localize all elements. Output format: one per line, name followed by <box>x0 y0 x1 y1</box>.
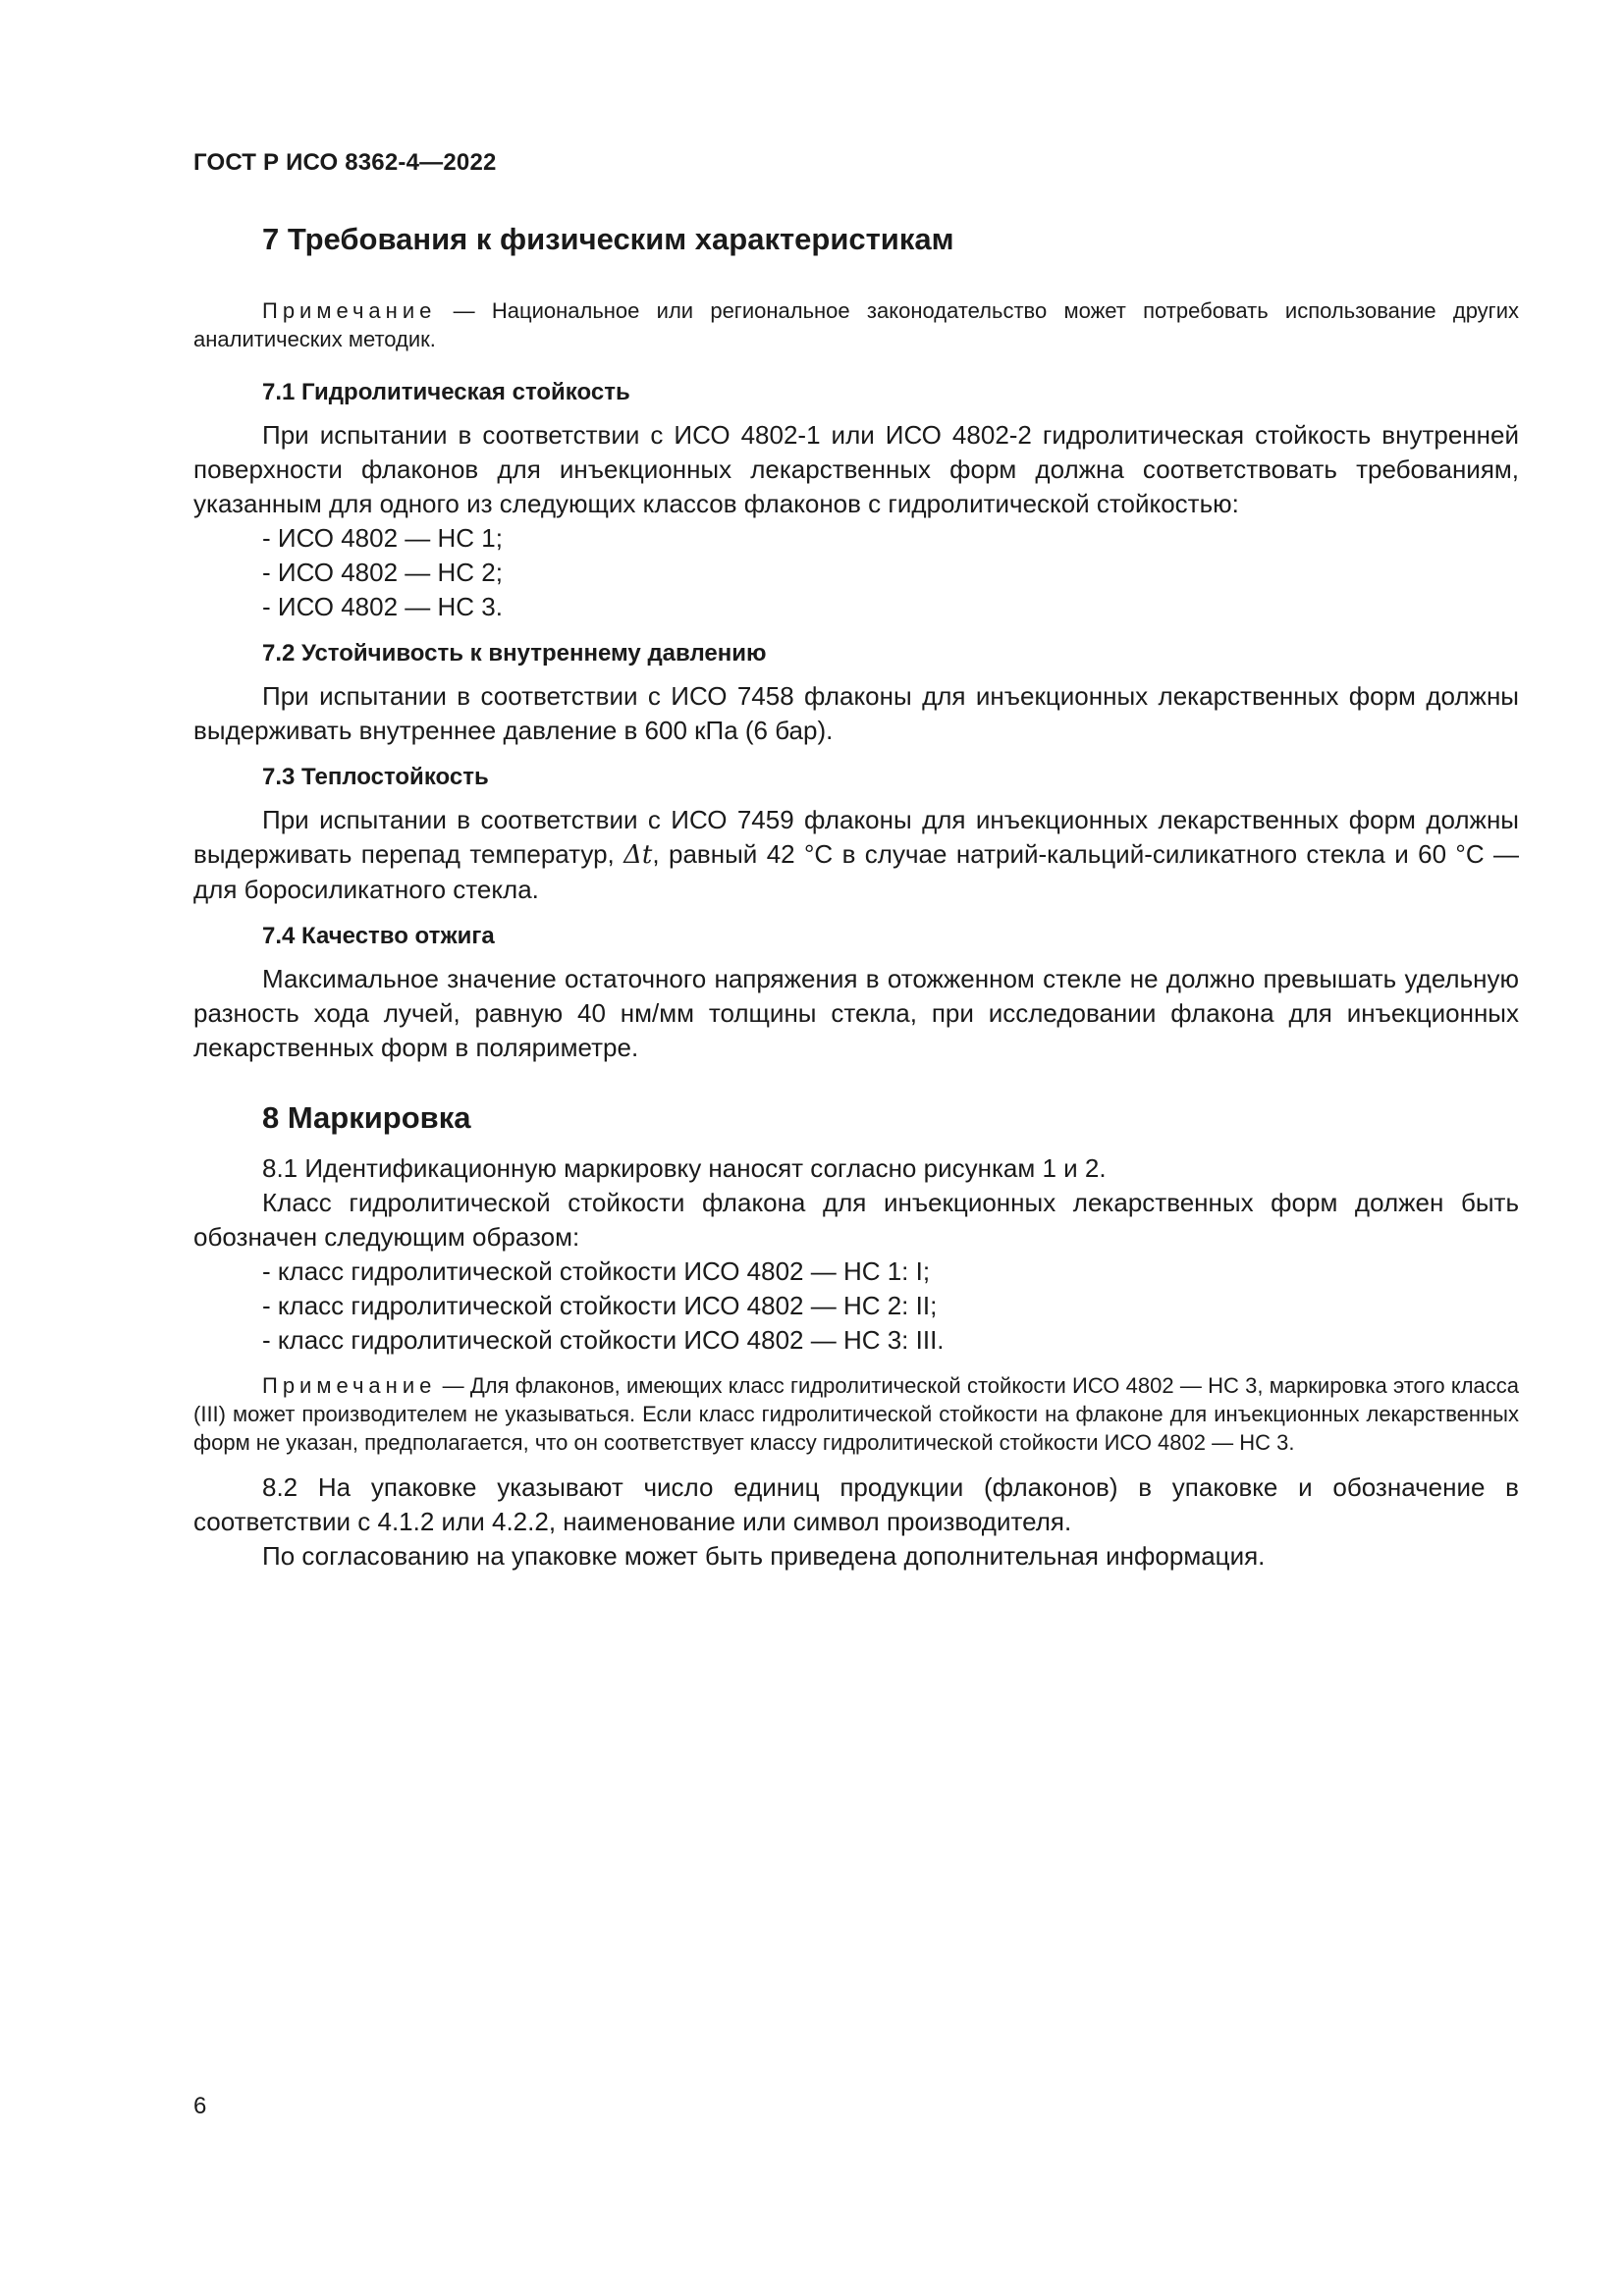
section-7-1-paragraph: При испытании в соответствии с ИСО 4802-1 или ИСО 4802-2 гидролитическая стойкость внутренней поверхности флаконов для инъекционных лекарственных форм должна соответствовать требованиям, указанным для одного из следующих классов флаконов с гидролитической стойкостью: <box>193 420 1519 518</box>
section-7-4-paragraph: Максимальное значение остаточного напряжения в отожженном стекле не должно превышать удельную разность хода лучей, равную 40 нм/мм толщины стекла, при исследовании флакона для инъекционных лекарственных форм в поляриметре. <box>193 964 1519 1062</box>
section-8-note <box>193 1371 1519 1457</box>
note-label: Примечание <box>262 1373 437 1398</box>
list-item: - ИСО 4802 — НС 1; <box>262 523 503 553</box>
section-8-2-paragraph: 8.2 На упаковке указывают число единиц продукции (флаконов) в упаковке и обозначение в соответствии с 4.1.2 или 4.2.2, наименование или символ производителя. <box>193 1472 1519 1536</box>
page-content <box>193 220 1519 1574</box>
list-item: - ИСО 4802 — НС 3. <box>262 592 503 621</box>
section-7-2-paragraph: При испытании в соответствии с ИСО 7458 флаконы для инъекционных лекарственных форм должны выдерживать внутреннее давление в 600 кПа (6 бар). <box>193 681 1519 745</box>
section-7-2-title: 7.2 Устойчивость к внутреннему давлению <box>262 640 767 667</box>
section-8-title: 8 Маркировка <box>262 1100 471 1135</box>
section-7-3-title: 7.3 Теплостойкость <box>262 764 489 790</box>
section-7-1-title: 7.1 Гидролитическая стойкость <box>262 379 630 405</box>
list-item: - класс гидролитической стойкости ИСО 4802 — НС 1: I; <box>262 1256 931 1286</box>
document-header: ГОСТ Р ИСО 8362-4—2022 <box>193 149 497 176</box>
section-7-title: 7 Требования к физическим характеристикам <box>262 222 954 256</box>
list-item: - класс гидролитической стойкости ИСО 4802 — НС 3: III. <box>262 1325 945 1355</box>
paragraph-text: При испытании в соответствии с ИСО 7459 флаконы для инъекционных лекарственных форм должны выдерживать перепад температур, <box>193 805 1519 869</box>
section-8-1-paragraph: 8.1 Идентификационную маркировку наносят согласно рисункам 1 и 2. <box>262 1153 1107 1183</box>
list-item: - класс гидролитической стойкости ИСО 4802 — НС 2: II; <box>262 1291 938 1320</box>
note-label: Примечание <box>262 298 437 323</box>
section-7-3-paragraph <box>193 803 1519 907</box>
section-7-note <box>193 296 1519 353</box>
section-7-4-title: 7.4 Качество отжига <box>262 923 495 949</box>
delta-symbol: Δt <box>623 840 653 870</box>
section-8-1-paragraph-2: Класс гидролитической стойкости флакона для инъекционных лекарственных форм должен быть обозначен следующим образом: <box>193 1188 1519 1252</box>
paragraph-text: , равный 42 °С в случае натрий-кальций-силикатного стекла и 60 °С — для боросиликатного стекла. <box>193 839 1519 904</box>
page-number: 6 <box>193 2093 207 2119</box>
note-text: — Для флаконов, имеющих класс гидролитической стойкости ИСО 4802 — НС 3, маркировка этого класса (III) может производителем не указываться. Если класс гидролитической стойкости на флаконе для инъекционных лекарственных форм не указан, предполагается, что он соответствует классу гидролитической стойкости ИСО 4802 — НС 3. <box>193 1373 1519 1455</box>
section-8-2-paragraph-2: По согласованию на упаковке может быть приведена дополнительная информация. <box>262 1541 1266 1571</box>
list-item: - ИСО 4802 — НС 2; <box>262 558 503 587</box>
note-text: — Национальное или региональное законодательство может потребовать использование других аналитических методик. <box>193 298 1519 351</box>
